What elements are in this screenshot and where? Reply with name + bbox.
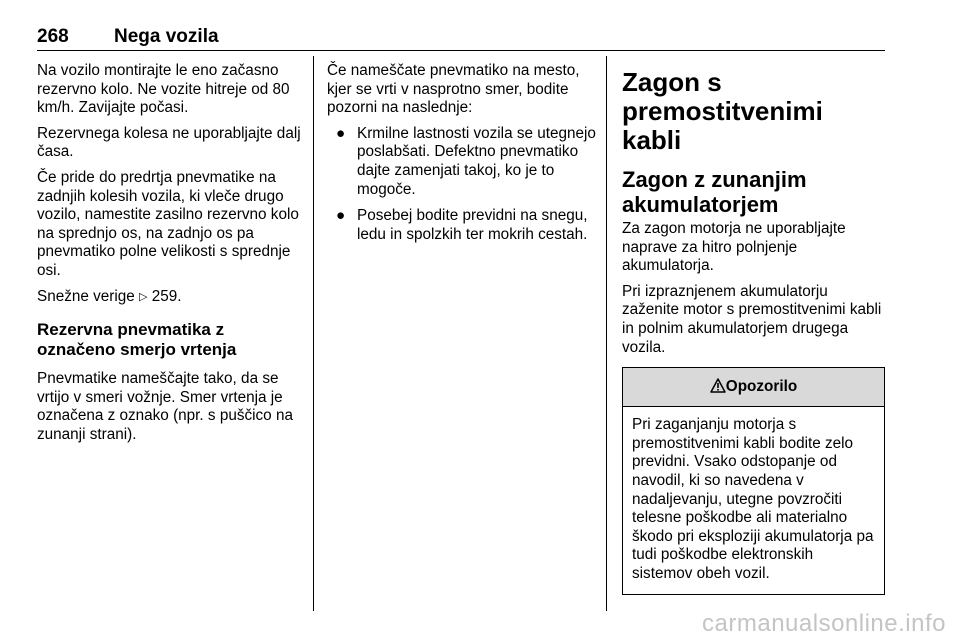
list-item-text: Krmilne lastnosti vozila se utegnejo poslabšati. Defektno pnevmatiko dajte zamenjati takoj, ko je to mogoče. bbox=[357, 124, 596, 198]
snow-chains-reference bbox=[37, 288, 302, 307]
chapter-heading: Zagon s premostitvenimi kabli bbox=[622, 67, 823, 155]
warning-title: Opozorilo bbox=[725, 378, 798, 396]
warning-triangle-icon bbox=[710, 378, 726, 393]
paragraph: Pri izpraznjenem akumulatorju zaženite motor s premostitvenimi kabli in polnim akumulatorjem drugega vozila. bbox=[622, 282, 882, 356]
watermark: carmanualsonline.info bbox=[702, 610, 946, 637]
bullet-icon: ● bbox=[336, 124, 346, 142]
warning-box bbox=[622, 367, 885, 594]
reference-text: Snežne verige bbox=[37, 287, 135, 305]
reference-page: 259. bbox=[151, 287, 182, 305]
page-reference-arrow-icon: ▷ bbox=[139, 290, 148, 303]
column-right bbox=[622, 62, 886, 595]
paragraph: Rezervnega kolesa ne uporabljajte dalj časa. bbox=[37, 124, 301, 161]
paragraph: Na vozilo montirajte le eno začasno rezervno kolo. Ne vozite hitreje od 80 km/h. Zavijajte počasi. bbox=[37, 62, 290, 117]
column-left bbox=[37, 62, 302, 452]
warning-text: Pri zaganjanju motorja s premostitvenimi kabli bodite zelo previdni. Vsako odstopanje od navodil, ki so navedena v nadaljevanju, utegne povzročiti telesne poškodbe ali materialno škodo pri eksploziji akumulatorja pa tudi poškodbe elektronskih sistemov obeh vozil. bbox=[632, 416, 874, 582]
section-heading: Zagon z zunanjim akumulatorjem bbox=[622, 167, 807, 217]
column-divider bbox=[606, 56, 607, 611]
list-item bbox=[327, 207, 597, 244]
paragraph: Če pride do predrtja pnevmatike na zadnjih kolesih vozila, ki vleče drugo vozilo, namestite zasilno rezervno kolo na sprednjo os, na zadnjo os pa pnevmatiko polne velikosti s sprednje osi. bbox=[37, 168, 299, 279]
column-middle bbox=[327, 62, 597, 252]
paragraph: Za zagon motorja ne uporabljajte naprave za hitro polnjenje akumulatorja. bbox=[622, 220, 846, 275]
list-item bbox=[327, 125, 597, 199]
list-item-text: Posebej bodite previdni na snegu, ledu in spolzkih ter mokrih cestah. bbox=[357, 207, 588, 243]
chapter-title: Nega vozila bbox=[114, 26, 219, 47]
bullet-icon: ● bbox=[336, 207, 346, 225]
page-header bbox=[37, 26, 885, 51]
paragraph: Če nameščate pnevmatiko na mesto, kjer se vrti v nasprotno smer, bodite pozorni na naslednje: bbox=[327, 62, 580, 117]
column-divider bbox=[313, 56, 314, 611]
bullet-list bbox=[327, 125, 597, 245]
paragraph: Pnevmatike nameščajte tako, da se vrtijo v smeri vožnje. Smer vrtenja je označena z oznako (npr. s puščico na zunanji strani). bbox=[37, 370, 293, 443]
warning-header bbox=[623, 368, 884, 407]
section-heading: Rezervna pnevmatika z označeno smerjo vrtenja bbox=[37, 320, 237, 360]
page-number: 268 bbox=[37, 26, 69, 47]
